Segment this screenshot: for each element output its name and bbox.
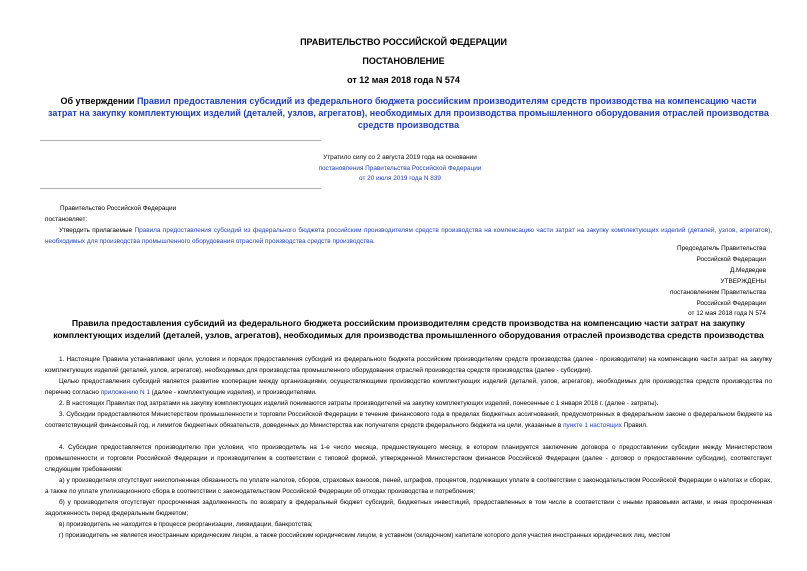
intro-rules-link[interactable]: Правил предоставления субсидий из федерального бюджета российским производителям средств производства на компенсацию части затрат на закупку комплектующих изделий (деталей, узлов, агрегатов), необходимых для производства промышленного оборудования отраслей производства средств производства: [48, 96, 769, 130]
divider-top: [40, 140, 321, 141]
document-intro: [45, 95, 772, 131]
document-date: от 12 мая 2018 года N 574: [347, 75, 460, 85]
approval-label: УТВЕРЖДЕНЫ: [720, 277, 766, 285]
preamble-decrees: постановляет:: [45, 216, 88, 223]
approve-suffix: .: [373, 238, 375, 245]
approval-by: постановлением Правительства: [670, 288, 766, 296]
paragraph-1-goal: [45, 376, 772, 398]
p3-prefix: 3. Субсидии предоставляются Министерством промышленности и торговли Российской Федерации в течение финансового года в пределах бюджетных ассигнований, предусмотренных в федеральном законе о федеральном бюджете на соответствующий финансовый год, и лимитов бюджетных обязательств, доведенных до Министерства как получателя средств федерального бюджета на цели, указанные в: [45, 411, 772, 429]
approval-country: Российской Федерации: [696, 299, 766, 307]
paragraph-4a: а) у производителя отсутствует неисполненная обязанность по уплате налогов, сборов, страховых взносов, пеней, штрафов, процентов, подлежащих уплате в соответствии с законодательством Российской Федерации о налогах и сборах, а также по уплате утилизационного сбора в соответствии с законодательством Российской Федерации об отходах производства и потребления;: [45, 477, 772, 495]
signature-name: Д.Медведев: [729, 266, 766, 274]
approve-prefix: Утвердить прилагаемые: [59, 227, 135, 234]
point-1-link[interactable]: пункте 1 настоящих: [563, 422, 622, 429]
goal-suffix: (далее - комплектующие изделия), и производителями.: [150, 389, 317, 396]
approval-date: от 12 мая 2018 года N 574: [688, 310, 766, 318]
intro-prefix: Об утверждении: [60, 96, 137, 106]
lost-force-link-date[interactable]: от 20 июля 2019 года N 839: [359, 175, 441, 182]
paragraph-4v: в) производитель не находится в процессе реорганизации, ликвидации, банкротства;: [59, 521, 313, 528]
approve-paragraph: [45, 225, 772, 247]
document-type: ПОСТАНОВЛЕНИЕ: [362, 56, 445, 66]
paragraph-4: 4. Субсидия предоставляется производителю при условии, что производитель на 1-е число месяца, предшествующего месяцу, в котором планируется заключение договора о предоставлении субсидии между Министерством промышленности и торговли Российской Федерации и производителем в соответствии с типовой формой, утвержденной Министерством финансов Российской Федерации (далее - договор о предоставлении субсидии), соответствует следующим требованиям:: [45, 444, 772, 473]
signature-country: Российской Федерации: [696, 255, 766, 263]
p3-suffix: Правил.: [621, 422, 648, 429]
preamble-government: Правительство Российской Федерации: [60, 205, 177, 212]
rules-title: Правила предоставления субсидий из федерального бюджета российским производителям средств производства на компенсацию части затрат на закупку комплектующих изделий (деталей, узлов, агрегатов), необходимых для производства промышленного оборудования отраслей производства средств производства: [53, 318, 764, 340]
paragraph-2: 2. В настоящих Правилах под затратами на закупку комплектующих изделий понимаются затраты производителей на закупку комплектующих изделий, понесенные с 1 января 2018 г. (далее - затраты).: [59, 400, 659, 407]
paragraph-4g: г) производитель не является иностранным юридическим лицом, а также российским юридическим лицом, в уставном (складочном) капитале которого доля участия иностранных юридических лиц, местом: [59, 532, 671, 539]
signature-position: Председатель Правительства: [677, 245, 766, 252]
goal-prefix: Целью предоставления субсидий является развитие кооперации между организациями, осуществляющими производство комплектующих изделий (деталей, узлов, агрегатов), необходимых для производства средств производства по перечню согласно: [45, 378, 772, 396]
government-heading: ПРАВИТЕЛЬСТВО РОССИЙСКОЙ ФЕДЕРАЦИИ: [300, 37, 507, 47]
approve-rules-link[interactable]: Правила предоставления субсидий из федерального бюджета российским производителям средств производства на компенсацию части затрат на закупку комплектующих изделий (деталей, узлов, агрегатов), необходимых для производства промышленного оборудования отраслей производства средств производства: [45, 227, 772, 245]
signature-block: [670, 244, 766, 320]
lost-force-text: Утратило силу со 2 августа 2019 года на основании: [323, 154, 477, 161]
paragraph-3: [45, 409, 772, 431]
paragraph-1: 1. Настоящие Правила устанавливают цели, условия и порядок предоставления субсидий из федерального бюджета российским производителям средств производства (далее - производители) на компенсацию части затрат на закупку комплектующих изделий (деталей, узлов, агрегатов), необходимых для производства промышленного оборудования отраслей производства средств производства (далее - субсидии).: [45, 356, 772, 374]
appendix-1-link[interactable]: приложению N 1: [100, 389, 150, 396]
divider-bottom: [40, 188, 321, 189]
lost-force-link-decree[interactable]: постановления Правительства Российской Федерации: [318, 164, 482, 172]
paragraph-4b: б) у производителя отсутствует просроченная задолженность по возврату в федеральный бюджет субсидий, бюджетных инвестиций, предоставленных в том числе в соответствии с иными правовыми актами, и иная просроченная задолженность перед федеральным бюджетом;: [45, 499, 772, 517]
lost-force-note: [300, 153, 500, 185]
